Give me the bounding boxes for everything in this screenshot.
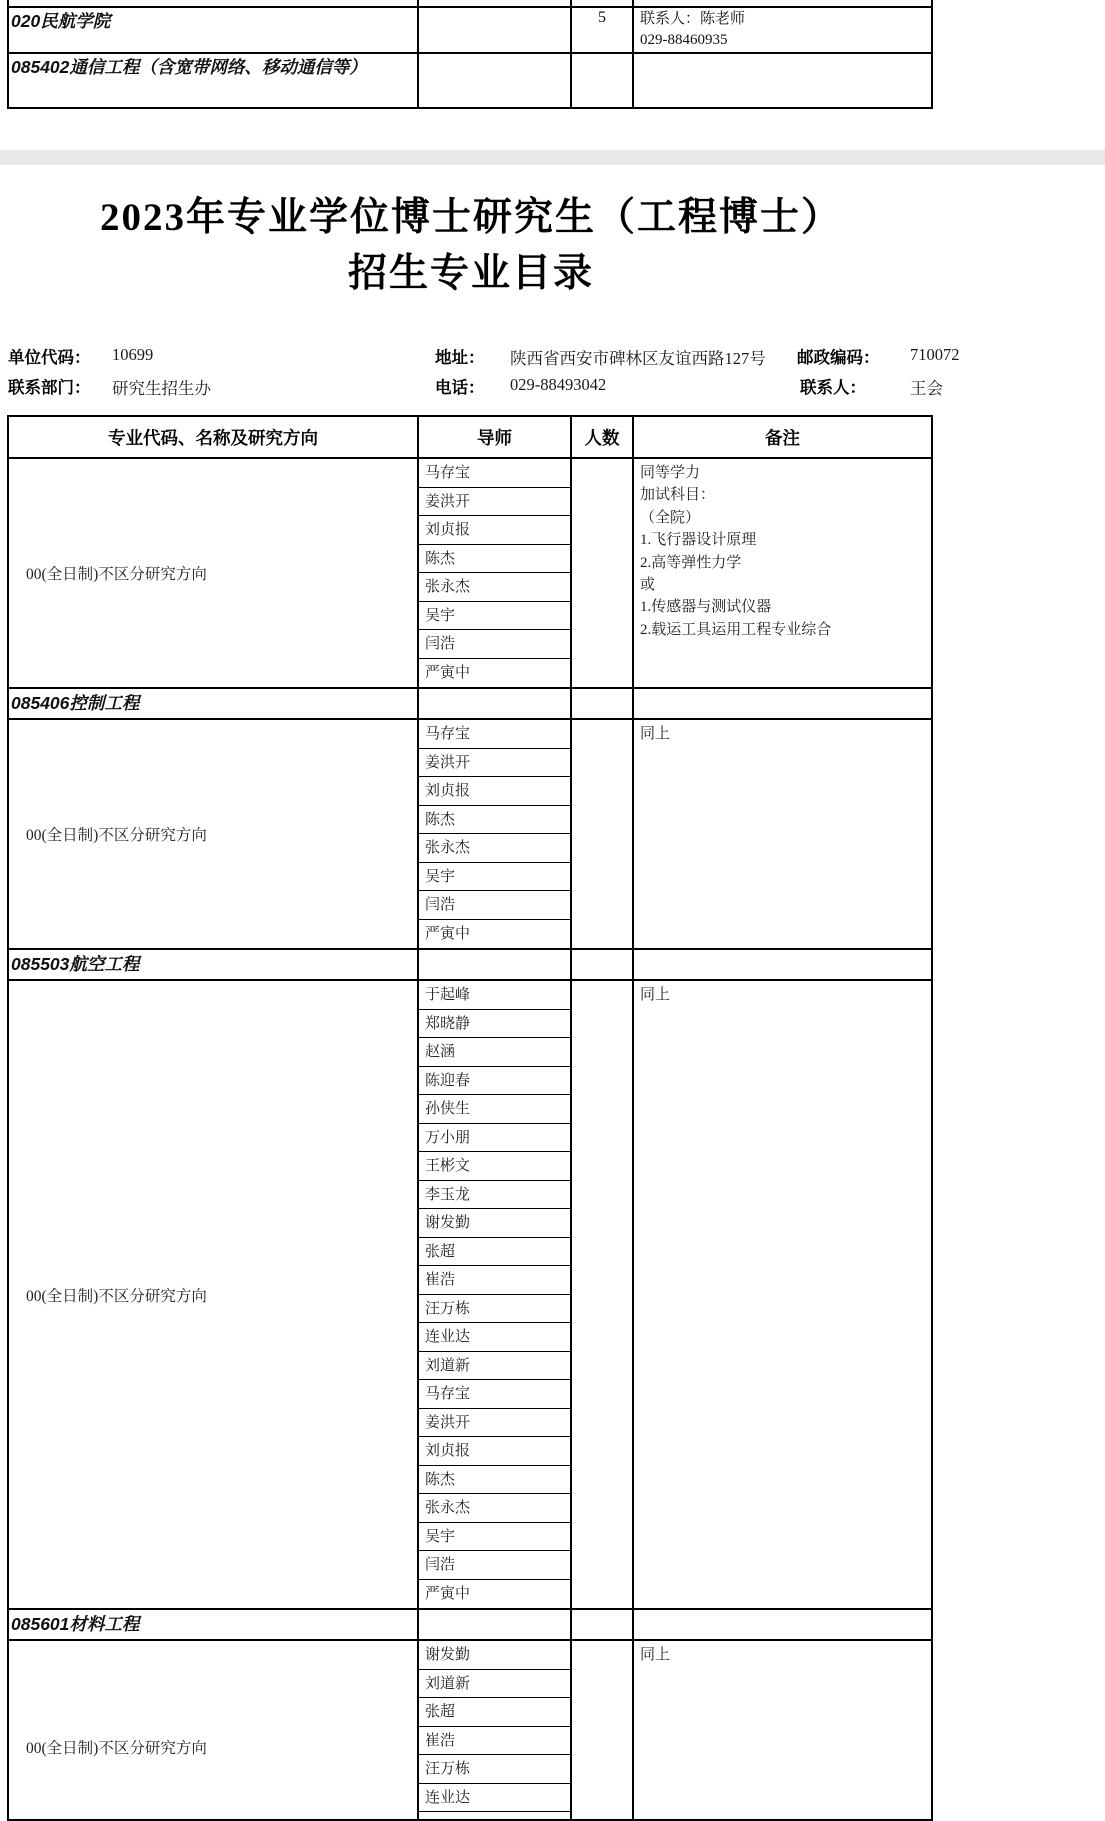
note-cell <box>634 981 931 1608</box>
direction-cell <box>9 720 419 948</box>
header-note: 备注 <box>765 427 800 448</box>
note-line: 加试科目： <box>640 487 716 504</box>
count-cell-empty <box>572 689 634 718</box>
phone-value: 029-88493042 <box>510 375 607 394</box>
mentor-cell: 张永杰 <box>419 1494 570 1523</box>
mentor-cell: 陈杰 <box>419 806 570 835</box>
mentor-cell: 赵涵 <box>419 1038 570 1067</box>
mentor-cell: 姜洪开 <box>419 1409 570 1438</box>
note-line: 同上 <box>640 1647 671 1663</box>
note-line: 2.载运工具运用工程专业综合 <box>640 621 832 638</box>
mentor-cell: 谢发勤 <box>419 1209 570 1238</box>
note-cell-empty <box>634 950 931 979</box>
mentor-cell: 严寅中 <box>425 925 471 942</box>
count-cell <box>572 459 634 687</box>
dept-label: 联系部门： <box>8 379 91 397</box>
count-cell <box>572 54 634 107</box>
count-cell: 5 <box>572 8 634 52</box>
section-label: 085503航空工程 <box>9 950 419 979</box>
mentor-cell: 万小朋 <box>419 1124 570 1153</box>
mentor-cell: 闫浩 <box>419 1551 570 1580</box>
note-line: 或 <box>640 577 656 594</box>
address-label: 地址： <box>435 349 485 367</box>
mentor-cell: 汪万栋 <box>419 1755 570 1784</box>
phone-label: 电话： <box>435 379 485 397</box>
count-cell <box>572 720 634 948</box>
mentor-cell: 吴宇 <box>419 1523 570 1552</box>
mentor-cell: 姜洪开 <box>419 749 570 778</box>
table-row <box>9 8 931 54</box>
mentor-column <box>419 459 572 687</box>
mentor-cell: 崔浩 <box>419 1266 570 1295</box>
note-line: 同上 <box>640 987 671 1003</box>
note-cell-empty <box>634 689 931 718</box>
count-cell <box>572 1641 634 1821</box>
note-line: 2.高等弹性力学 <box>640 554 742 571</box>
note-cell-empty <box>634 1610 931 1639</box>
direction-cell <box>9 459 419 687</box>
table-row-partial <box>9 0 931 8</box>
mentor-cell: 汪万栋 <box>419 1295 570 1324</box>
mentor-cell: 严寅中 <box>425 664 471 681</box>
mentor-cell: 刘贞报 <box>419 777 570 806</box>
note-line: 029-88460935 <box>640 32 728 48</box>
mentor-cell: 连业达 <box>419 1784 570 1813</box>
mentor-cell-empty <box>419 8 572 52</box>
note-cell <box>634 8 931 52</box>
mentor-cell: 郑晓静 <box>419 1010 570 1039</box>
note-line: 同上 <box>640 726 671 742</box>
table-header-row <box>9 417 931 459</box>
table-row <box>9 54 931 107</box>
direction-cell <box>9 1641 419 1821</box>
main-table-blocks <box>9 459 931 1821</box>
contact-label: 联系人： <box>800 379 866 397</box>
section-label: 085601材料工程 <box>9 1610 419 1639</box>
mentor-column <box>419 981 572 1608</box>
count-cell <box>572 981 634 1608</box>
mentor-cell: 张永杰 <box>419 573 570 602</box>
mentor-cell: 刘贞报 <box>419 1437 570 1466</box>
count-cell-empty <box>572 1610 634 1639</box>
section-row <box>9 950 931 981</box>
page-title-line1: 2023年专业学位博士研究生（工程博士） <box>99 196 842 239</box>
mentor-cell-empty <box>419 950 572 979</box>
mentor-cell: 刘道新 <box>419 1670 570 1699</box>
note-cell <box>634 1641 931 1821</box>
section-label: 085406控制工程 <box>9 689 419 718</box>
mentor-cell: 陈杰 <box>419 545 570 574</box>
note-line: （全院） <box>640 509 701 526</box>
page-break-divider <box>0 150 1105 165</box>
mentor-cell: 张超 <box>419 1238 570 1267</box>
unit-code-value: 10699 <box>112 345 154 364</box>
direction-text: 00(全日制)不区分研究方向 <box>26 1287 207 1305</box>
mentor-cell-empty <box>419 1610 572 1639</box>
direction-cell <box>9 981 419 1608</box>
mentor-cell: 张超 <box>419 1698 570 1727</box>
mentor-column <box>419 720 572 948</box>
mentor-cell: 吴宇 <box>419 602 570 631</box>
mentor-cell: 吴宇 <box>419 863 570 892</box>
mentor-cell: 崔浩 <box>419 1727 570 1756</box>
count-cell-empty <box>572 950 634 979</box>
mentor-cell: 陈迎春 <box>419 1067 570 1096</box>
section-row <box>9 689 931 720</box>
program-block <box>9 459 931 689</box>
note-cell <box>634 459 931 687</box>
catalog-table <box>7 415 933 1821</box>
mentor-cell: 闫浩 <box>419 630 570 659</box>
mentor-cell-empty <box>419 689 572 718</box>
program-label: 085402通信工程（含宽带网络、移动通信等） <box>9 54 419 107</box>
header-mentor: 导师 <box>419 417 572 457</box>
mentor-cell-partial <box>419 1812 570 1821</box>
department-label: 020民航学院 <box>9 8 419 52</box>
mentor-cell: 王彬文 <box>419 1152 570 1181</box>
address-value: 陕西省西安市碑林区友谊西路127号 <box>510 349 766 368</box>
mentor-cell: 于起峰 <box>419 981 570 1010</box>
mentor-cell: 马存宝 <box>419 720 570 749</box>
mentor-cell: 马存宝 <box>419 1380 570 1409</box>
note-cell <box>634 54 931 107</box>
mentor-cell: 谢发勤 <box>419 1641 570 1670</box>
program-block <box>9 981 931 1610</box>
header-count: 人数 <box>572 417 634 457</box>
note-line: 1.飞行器设计原理 <box>640 532 757 549</box>
header-program: 专业代码、名称及研究方向 <box>9 417 419 457</box>
dept-value: 研究生招生办 <box>112 379 211 398</box>
direction-text: 00(全日制)不区分研究方向 <box>26 566 207 583</box>
note-line: 联系人：陈老师 <box>640 11 746 27</box>
unit-code-label: 单位代码： <box>8 349 91 367</box>
page-title-line2: 招生专业目录 <box>347 252 594 295</box>
postcode-value: 710072 <box>910 345 960 364</box>
mentor-cell: 严寅中 <box>425 1585 471 1602</box>
postcode-label: 邮政编码： <box>797 349 880 367</box>
note-line: 1.传感器与测试仪器 <box>640 599 772 616</box>
previous-page-table <box>7 0 933 109</box>
mentor-cell: 刘道新 <box>419 1352 570 1381</box>
section-row <box>9 1610 931 1641</box>
mentor-cell: 李玉龙 <box>419 1181 570 1210</box>
mentor-column <box>419 1641 572 1821</box>
program-block <box>9 1641 931 1821</box>
mentor-cell: 孙侠生 <box>419 1095 570 1124</box>
contact-value: 王会 <box>910 379 943 398</box>
direction-text: 00(全日制)不区分研究方向 <box>26 1739 207 1757</box>
note-cell <box>634 720 931 948</box>
mentor-cell: 闫浩 <box>419 891 570 920</box>
direction-text: 00(全日制)不区分研究方向 <box>26 827 207 844</box>
mentor-cell-empty <box>419 54 572 107</box>
mentor-cell: 刘贞报 <box>419 516 570 545</box>
mentor-cell: 陈杰 <box>419 1466 570 1495</box>
note-line: 同等学力 <box>640 465 701 481</box>
program-block <box>9 720 931 950</box>
page-title <box>0 190 942 302</box>
mentor-cell: 张永杰 <box>419 834 570 863</box>
mentor-cell: 连业达 <box>419 1323 570 1352</box>
mentor-cell: 姜洪开 <box>419 488 570 517</box>
mentor-cell: 马存宝 <box>419 459 570 488</box>
